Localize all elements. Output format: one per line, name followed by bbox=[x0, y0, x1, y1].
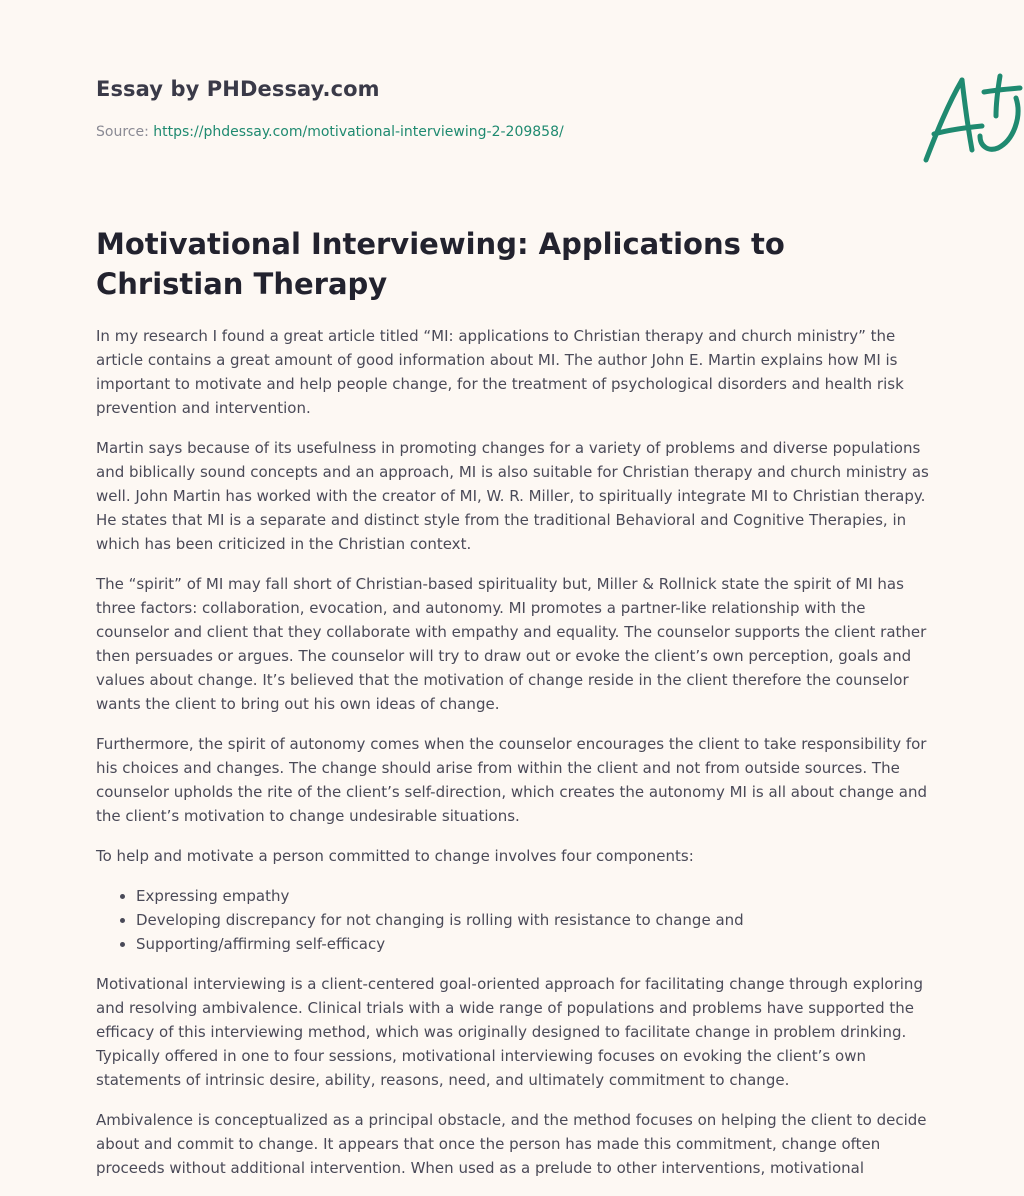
list-item: • Supporting/affirming self-efficacy bbox=[136, 932, 932, 956]
source-link[interactable]: https://phdessay.com/motivational-interviewing-2-209858/ bbox=[153, 124, 564, 140]
paragraph: Ambivalence is conceptualized as a principal obstacle, and the method focuses on helping the client to decide about and commit to change. It appears that once the person has made this commitment, change often proceeds without additional intervention. When used as a prelude to other interventions, motivational bbox=[96, 1111, 927, 1177]
a-plus-grade-icon bbox=[918, 68, 1024, 168]
site-brand: Essay by PHDessay.com bbox=[96, 77, 380, 101]
list-item: • Developing discrepancy for not changing is rolling with resistance to change and bbox=[136, 908, 932, 932]
paragraph: Martin says because of its usefulness in promoting changes for a variety of problems and diverse populations and biblically sound concepts and an approach, MI is also suitable for Christian therapy and church ministry as well. John Martin has worked with the creator of MI, W. R. Miller, to spiritually integrate MI to Christian therapy. He states that MI is a separate and distinct style from the traditional Behavioral and Cognitive Therapies, in which has been criticized in the Christian context. bbox=[96, 439, 929, 553]
essay-title: Motivational Interviewing: Applications to Christian Therapy bbox=[96, 227, 785, 301]
paragraph: Furthermore, the spirit of autonomy comes when the counselor encourages the client to take responsibility for his choices and changes. The change should arise from within the client and not from outside sources. The counselor upholds the rite of the client’s self-direction, which creates the autonomy MI is all about change and the client’s motivation to change undesirable situations. bbox=[96, 735, 928, 825]
source-label: Source: bbox=[96, 124, 154, 140]
essay-body bbox=[96, 324, 932, 1196]
list-item: • Expressing empathy bbox=[136, 884, 932, 908]
paragraph: The “spirit” of MI may fall short of Christian-based spirituality but, Miller & Rollnick state the spirit of MI has three factors: collaboration, evocation, and autonomy. MI promotes a partner-like relationship with the counselor and client that they collaborate with empathy and equality. The counselor supports the client rather then persuades or argues. The counselor will try to draw out or evoke the client’s own perception, goals and values about change. It’s believed that the motivation of change reside in the client therefore the counselor wants the client to bring out his own ideas of change. bbox=[96, 575, 927, 713]
paragraph: In my research I found a great article titled “MI: applications to Christian therapy and church ministry” the article contains a great amount of good information about MI. The author John E. Martin explains how MI is important to motivate and help people change, for the treatment of psychological disorders and health risk prevention and intervention. bbox=[96, 327, 904, 417]
paragraph: Motivational interviewing is a client-centered goal-oriented approach for facilitating change through exploring and resolving ambivalence. Clinical trials with a wide range of populations and problems have supported the efficacy of this interviewing method, which was originally designed to facilitate change in problem drinking. Typically offered in one to four sessions, motivational interviewing focuses on evoking the client’s own statements of intrinsic desire, ability, reasons, need, and ultimately commitment to change. bbox=[96, 975, 923, 1089]
source-line bbox=[96, 124, 564, 140]
paragraph: To help and motivate a person committed to change involves four components: bbox=[96, 847, 694, 865]
components-list bbox=[96, 884, 932, 956]
